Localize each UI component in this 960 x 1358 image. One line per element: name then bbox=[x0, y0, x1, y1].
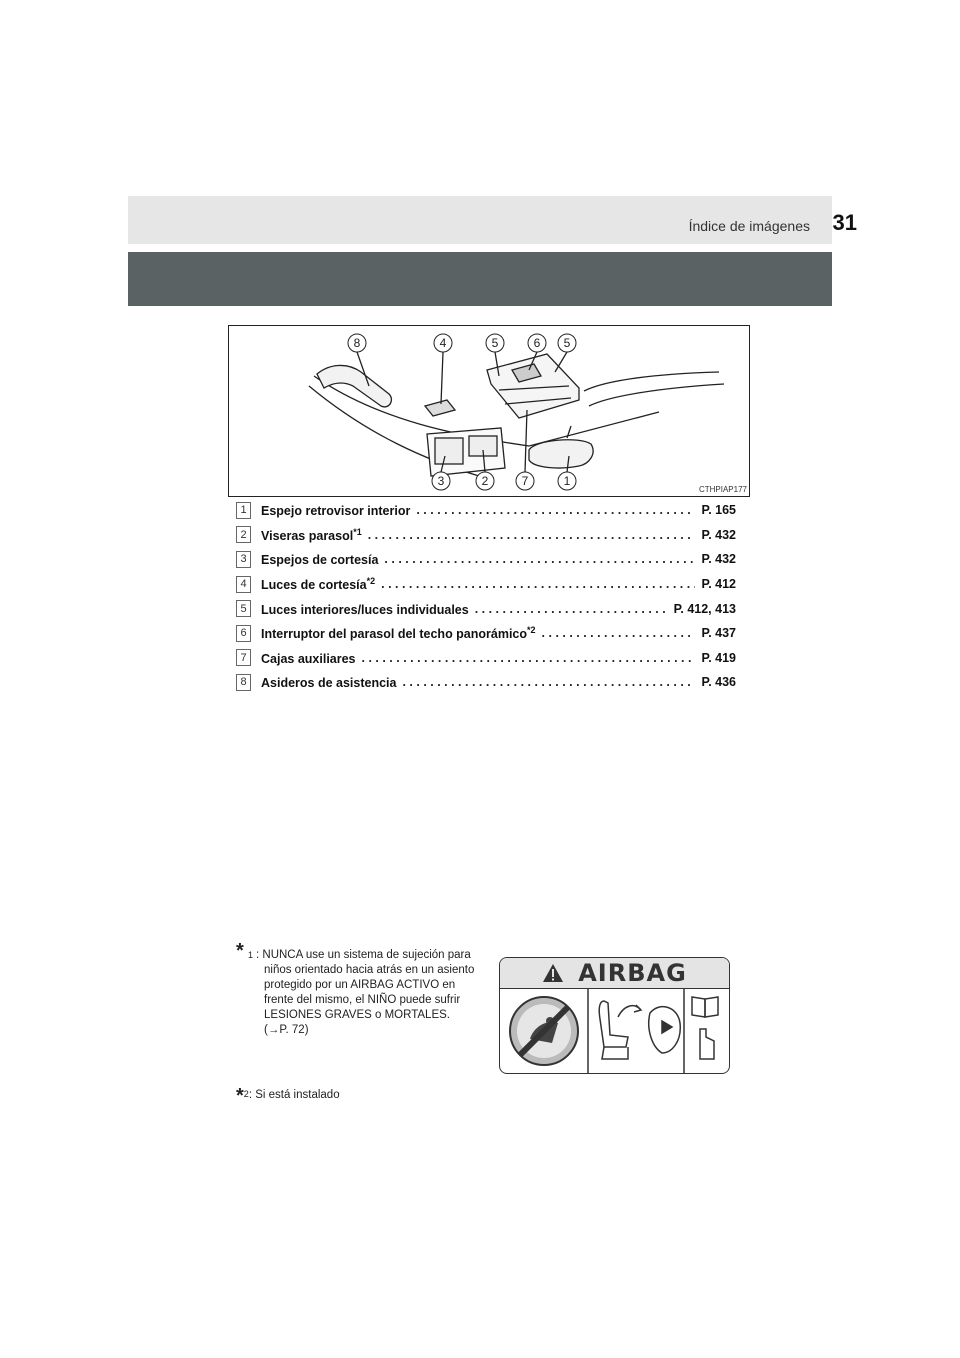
footnote-number: 2 bbox=[243, 1089, 249, 1099]
footnote-airbag-warning bbox=[236, 940, 496, 1038]
parts-index-list bbox=[236, 498, 736, 695]
footnote-line: frente del mismo, el NIÑO puede sufrir bbox=[264, 994, 461, 1006]
dot-leader bbox=[381, 577, 695, 591]
callout-7: 7 bbox=[521, 474, 529, 488]
list-item[interactable] bbox=[236, 646, 736, 671]
airbag-label-header bbox=[500, 958, 729, 989]
dot-leader bbox=[542, 626, 696, 640]
list-item[interactable] bbox=[236, 498, 736, 523]
item-number: 4 bbox=[236, 576, 251, 593]
footnote-asterisk: * bbox=[236, 1085, 244, 1107]
airbag-warning-label bbox=[499, 957, 730, 1074]
header-band bbox=[128, 252, 832, 306]
item-label: Asideros de asistencia bbox=[261, 676, 397, 691]
list-item[interactable] bbox=[236, 670, 736, 695]
list-item[interactable] bbox=[236, 596, 736, 621]
item-label: Luces de cortesía$^{*2}$ bbox=[261, 576, 376, 593]
callout-6: 6 bbox=[533, 336, 541, 350]
no-rear-facing-seat-icon bbox=[510, 997, 578, 1065]
page-number: 31 bbox=[832, 210, 857, 235]
page-reference[interactable]: P. 412 bbox=[701, 577, 736, 592]
item-number: 2 bbox=[236, 526, 251, 543]
list-item[interactable] bbox=[236, 523, 736, 548]
warning-triangle-icon bbox=[542, 963, 564, 983]
item-label: Luces interiores/luces individuales bbox=[261, 602, 469, 617]
overhead-console-illustration bbox=[228, 325, 750, 497]
page-reference[interactable]: P. 436 bbox=[701, 675, 736, 690]
dot-leader bbox=[402, 675, 695, 689]
item-label: Espejo retrovisor interior bbox=[261, 504, 411, 519]
dot-leader bbox=[475, 602, 668, 616]
page-reference[interactable]: P. 432 bbox=[701, 527, 736, 542]
airbag-pictograms bbox=[500, 989, 729, 1073]
callout-8: 8 bbox=[353, 336, 361, 350]
footnote-line: LESIONES GRAVES o MORTALES. bbox=[264, 1009, 450, 1021]
footnote-asterisk: * bbox=[236, 940, 244, 962]
seat-airbag-icon bbox=[599, 1001, 680, 1059]
callout-5a: 5 bbox=[491, 336, 499, 350]
list-item[interactable] bbox=[236, 621, 736, 646]
airbag-title: AIRBAG bbox=[578, 959, 687, 987]
item-label: Interruptor del parasol del techo panorámico$^{*2}$ bbox=[261, 625, 536, 642]
footnote-line: niños orientado hacia atrás en un asiento bbox=[264, 964, 475, 976]
item-number: 1 bbox=[236, 502, 251, 519]
section-title: Índice de imágenes bbox=[688, 218, 810, 234]
footnote-text: : Si está instalado bbox=[248, 1089, 340, 1101]
dot-leader bbox=[416, 503, 695, 517]
item-number: 3 bbox=[236, 551, 251, 568]
read-manual-icon bbox=[692, 997, 718, 1059]
item-number: 8 bbox=[236, 674, 251, 691]
dot-leader bbox=[368, 528, 696, 542]
footnote-number: 1 bbox=[248, 950, 254, 960]
ceiling-drawing bbox=[229, 326, 749, 496]
page-reference[interactable]: P. 419 bbox=[701, 650, 736, 665]
dot-leader bbox=[362, 651, 696, 665]
callout-3: 3 bbox=[437, 474, 445, 488]
item-number: 6 bbox=[236, 625, 251, 642]
callout-5b: 5 bbox=[563, 336, 571, 350]
footnote-installed bbox=[236, 1085, 340, 1108]
list-item[interactable] bbox=[236, 547, 736, 572]
footnote-line: : NUNCA use un sistema de sujeción para bbox=[256, 949, 471, 961]
airbag-label-pictograms bbox=[500, 989, 729, 1073]
callout-1: 1 bbox=[563, 474, 571, 488]
item-label: Espejos de cortesía bbox=[261, 553, 379, 568]
footnote-page-link[interactable]: (→P. 72) bbox=[264, 1024, 309, 1036]
callout-2: 2 bbox=[481, 474, 489, 488]
item-number: 7 bbox=[236, 649, 251, 666]
page-reference[interactable]: P. 165 bbox=[701, 503, 736, 518]
page-reference[interactable]: P. 412, 413 bbox=[673, 601, 736, 616]
item-label: Viseras parasol$^{*1}$ bbox=[261, 526, 362, 543]
figure-code: CTHPIAP177 bbox=[698, 485, 747, 494]
page-reference[interactable]: P. 432 bbox=[701, 552, 736, 567]
footnote-line: protegido por un AIRBAG ACTIVO en bbox=[264, 979, 456, 991]
item-label: Cajas auxiliares bbox=[261, 651, 356, 666]
dot-leader bbox=[384, 552, 695, 566]
list-item[interactable] bbox=[236, 572, 736, 597]
page-reference[interactable]: P. 437 bbox=[701, 626, 736, 641]
callout-4: 4 bbox=[439, 336, 447, 350]
item-number: 5 bbox=[236, 600, 251, 617]
